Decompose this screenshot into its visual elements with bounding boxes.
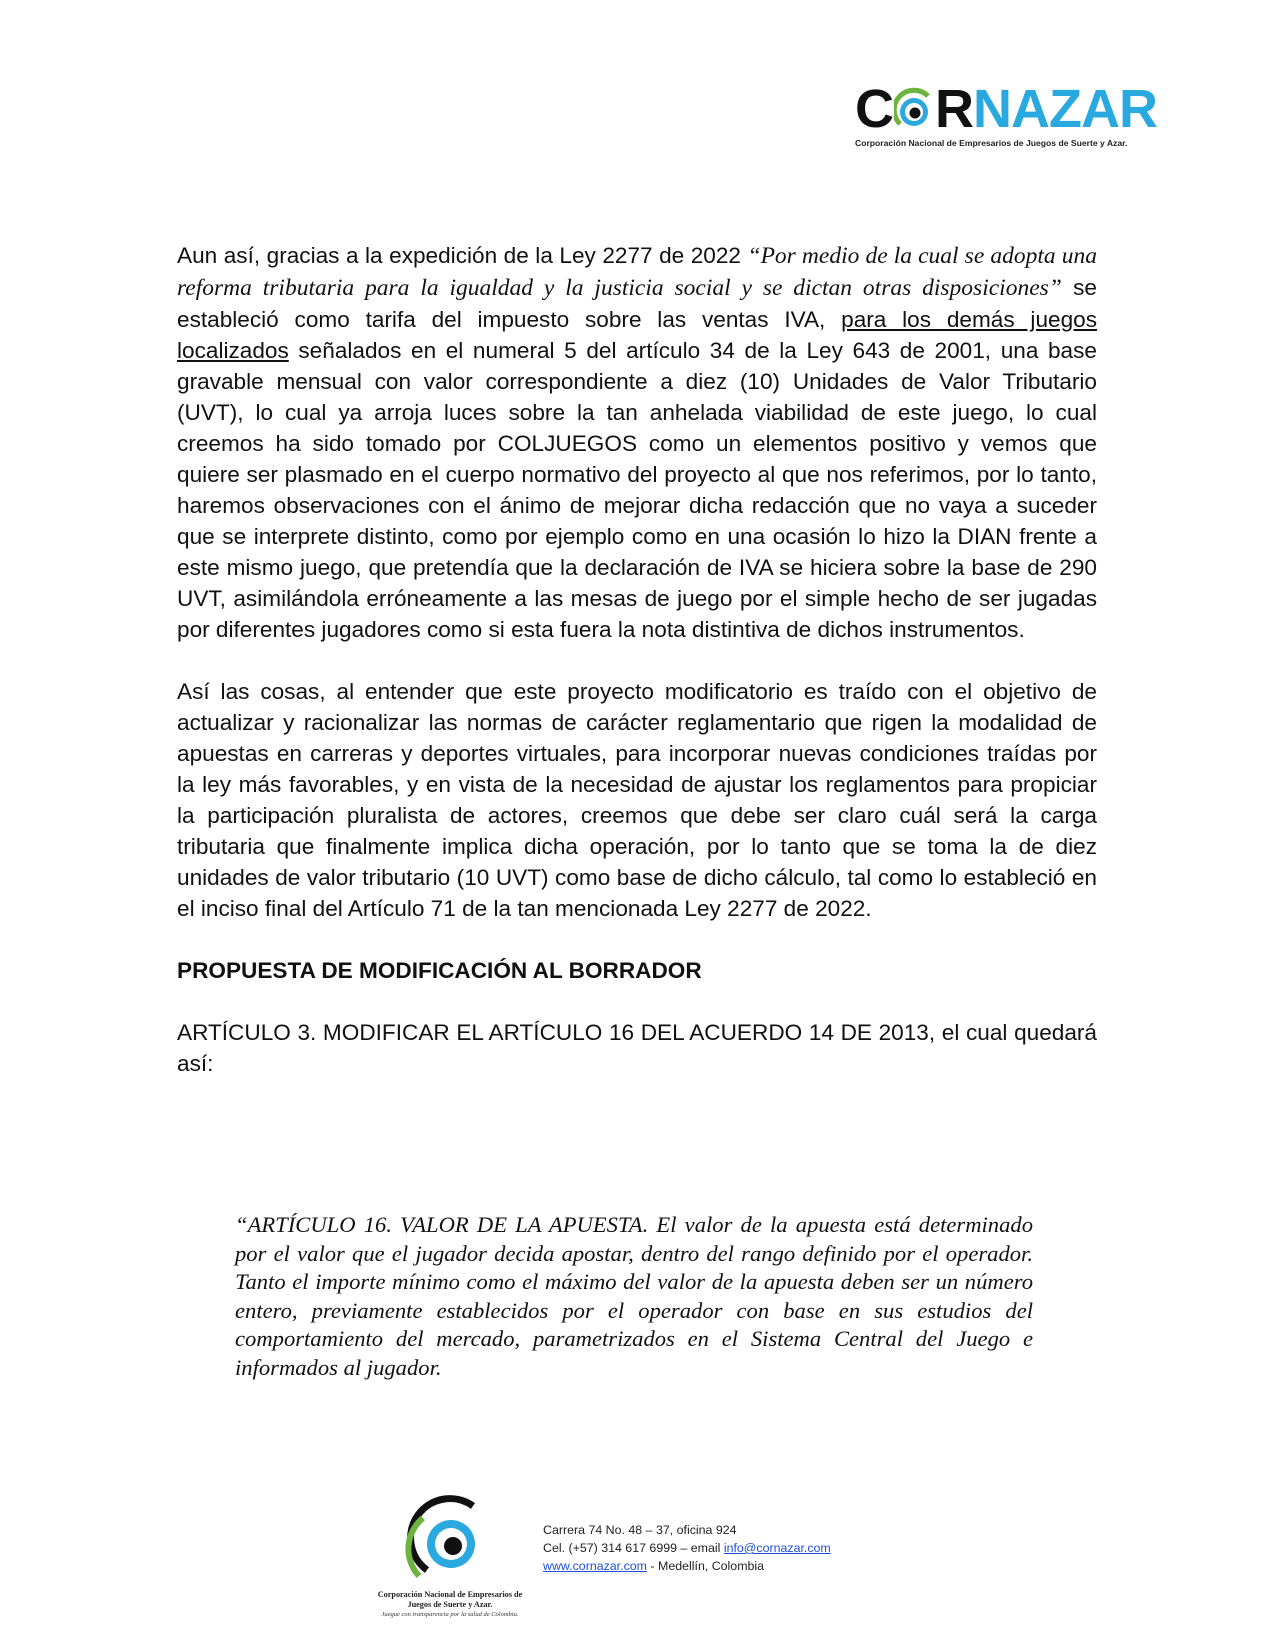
header-logo [855, 78, 1157, 150]
footer-phone-line [543, 1539, 831, 1557]
footer-city: - Medellín, Colombia [646, 1559, 765, 1573]
document-body [177, 240, 1097, 1079]
eye-icon [375, 1492, 525, 1588]
quoted-article: “ARTÍCULO 16. VALOR DE LA APUESTA. El valor de la apuesta está determinado por el valor que el jugador decida apostar, dentro del rango definido por el operador. Tanto el importe mínimo como el máximo del valor de la apuesta deben ser un número entero, previamente establecidos por el operador con base en sus estudios del comportamiento del mercado, parametrizados en el Sistema Central del Juego e informados al jugador. [235, 1212, 1033, 1380]
footer-email-link[interactable]: info@cornazar.com [723, 1541, 831, 1555]
footer-logo-slogan: Juegue con transparencia por la salud de Colombia. [381, 1611, 519, 1618]
article-paragraph: ARTÍCULO 3. MODIFICAR EL ARTÍCULO 16 DEL ACUERDO 14 DE 2013, el cual quedará así: [177, 1020, 1097, 1076]
paragraph-2: Así las cosas, al entender que este proyecto modificatorio es traído con el objetivo de actualizar y racionalizar las normas de carácter reglamentario que rigen la modalidad de apuestas en carreras y deportes virtuales, para incorporar nuevas condiciones traídas por la ley más favorables, y en vista de la necesidad de ajustar los reglamentos para propiciar la participación pluralista de actores, creemos que debe ser claro cuál será la carga tributaria que finalmente implica dicha operación, por lo tanto que se toma la de diez unidades de valor tributario (10 UVT) como base de dicho cálculo, tal como lo estableció en el inciso final del Artículo 71 de la tan mencionada Ley 2277 de 2022. [177, 679, 1097, 921]
footer-logo-caption: Corporación Nacional de Empresarios de Juegos de Suerte y Azar. [377, 1590, 523, 1609]
law-title-italic: “Por medio de la cual se adopta una reforma tributaria para la igualdad y la justicia social y se dictan otras disposiciones” [177, 243, 1097, 301]
footer-logo [375, 1492, 525, 1632]
section-heading: PROPUESTA DE MODIFICACIÓN AL BORRADOR [177, 958, 702, 983]
logo-letter-c: C [855, 79, 893, 139]
footer-web-line [543, 1557, 831, 1575]
p1-text-1: Aun así, gracias a la expedición de la Ley 2277 de 2022 [177, 243, 748, 268]
p1-text-3: se estableció como tarifa del impuesto sobre las ventas IVA, [177, 275, 1097, 332]
logo-letter-r: R [935, 79, 973, 139]
footer-contact [543, 1521, 831, 1575]
footer-website-link[interactable]: www.cornazar.com [543, 1559, 647, 1573]
eye-icon [894, 84, 934, 136]
footer-address: Carrera 74 No. 48 – 37, oficina 924 [543, 1523, 737, 1537]
footer-phone: Cel. (+57) 314 617 6999 – email [543, 1541, 724, 1555]
logo-wordmark [855, 78, 1157, 139]
p1-text-5: señalados en el numeral 5 del artículo 34 de la Ley 643 de 2001, una base gravable mensual con valor correspondiente a diez (10) Unidades de Valor Tributario (UVT), lo cual ya arroja luces sobre la tan anhelada viabilidad de este juego, lo cual creemos ha sido tomado por COLJUEGOS como un elementos positivo y vemos que quiere ser plasmado en el cuerpo normativo del proyecto al que nos referimos, por lo tanto, haremos observaciones con el ánimo de mejorar dicha redacción que no vaya a suceder que se interprete distinto, como por ejemplo como en una ocasión lo hizo la DIAN frente a este mismo juego, que pretendía que la declaración de IVA se hiciera sobre la base de 290 UVT, asimilándola erróneamente a las mesas de juego por el simple hecho de ser jugadas por diferentes jugadores como si esta fuera la nota distintiva de dichos instrumentos. [177, 338, 1097, 642]
logo-tagline: Corporación Nacional de Empresarios de Juegos de Suerte y Azar. [855, 138, 1128, 148]
underlined-phrase: para los demás juegos localizados [177, 307, 1098, 363]
paragraph-1 [177, 240, 1097, 645]
logo-nazar: NAZAR [973, 79, 1157, 139]
